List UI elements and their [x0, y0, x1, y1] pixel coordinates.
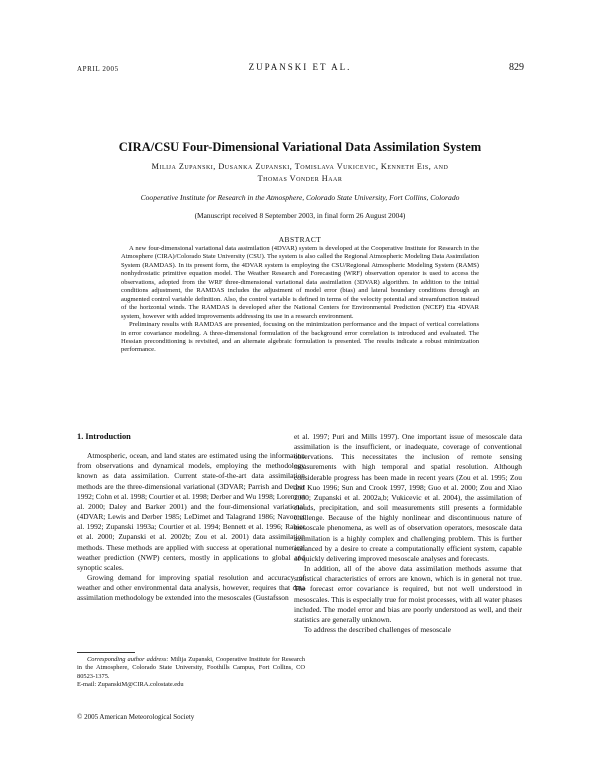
email-line: E-mail: ZupanskiM@CIRA.colostate.edu: [77, 680, 184, 688]
running-header-authors: ZUPANSKI ET AL.: [248, 62, 352, 72]
section-heading: 1. Introduction: [77, 432, 131, 441]
left-column: [77, 432, 305, 604]
body-paragraph: To address the described challenges of mesoscale: [304, 624, 451, 634]
body-paragraph: et al. 1997; Puri and Mills 1997). One important issue of mesoscale data assimilation is the insufficient, or inadequate, coverage of conventional observations. This necessitates the inclusion of remote sensing measurements with high temporal and spatial resolution. Although considerable progress has been made in recent years (Zou et al. 1995; Zou and Kuo 1996; Sun and Crook 1997, 1998; Guo et al. 2000; Zou and Xiao 2000; Zupanski et al. 2002a,b; Vukicevic et al. 2004), the assimilation of clouds, precipitation, and soil measurements still presents a formidable challenge. Because of the highly nonlinear and discontinuous nature of mesoscale phenomena, as well as of observation operators, mesoscale data assimilation is a highly complex and challenging problem. This is further enhanced by a desire to create a computationally efficient system, capable of quickly delivering improved mesoscale analyses and forecasts.: [294, 432, 522, 563]
page-number: 829: [509, 62, 524, 73]
abstract-paragraph-1: A new four-dimensional variational data assimilation (4DVAR) system is developed at the Cooperative Institute for Research in the Atmosphere (CIRA)/Colorado State University (CSU). The system is also called the Regional Atmospheric Modeling Data Assimilation System (RAMDAS). In its present form, the 4DVAR system is employing the CSU/Regional Atmospheric Modeling System (RAMS) nonhydrostatic primitive equation model. The Weather Research and Forecasting (WRF) observation operator is used to access the observations, adopted from the WRF three-dimensional variational data assimilation (3DVAR) algorithm. In addition to the initial conditions adjustment, the RAMDAS includes the adjustment of model error (bias) and lateral boundary conditions through an augmented control variable definition. Also, the control variable is defined in terms of the velocity potential and streamfunction instead of the horizontal winds. The RAMDAS is developed after the National Centers for Environmental Prediction (NCEP) Eta 4DVAR system, however with added improvements addressing its use in a research environment.: [121, 245, 479, 320]
paper-title: CIRA/CSU Four-Dimensional Variational Data Assimilation System: [118, 140, 482, 154]
abstract-paragraph-2: Preliminary results with RAMDAS are presented, focusing on the minimization performance and the impact of vertical correlations in error covariance modeling. A three-dimensional formulation of the background error correlation is introduced and evaluated. The Hessian preconditioning is revisited, and an alternate algebraic formulation is presented. The results indicate a robust minimization performance.: [121, 321, 479, 354]
affiliation: Cooperative Institute for Research in the Atmosphere, Colorado State University, Fort Collins, Colorado: [140, 193, 460, 202]
corresponding-label: Corresponding author address:: [87, 656, 169, 663]
body-paragraph: Growing demand for improving spatial resolution and accuracy of weather and other environmental data analysis, however, requires that data assimilation methodology be extended into the mesoscales (Gustafsson: [77, 573, 305, 603]
manuscript-dates: (Manuscript received 8 September 2003, in final form 26 August 2004): [194, 211, 406, 220]
abstract-heading: ABSTRACT: [278, 235, 322, 244]
body-paragraph: In addition, all of the above data assimilation methods assume that statistical characteristics of errors are known, which is in general not true. The forecast error covariance is required, but not well understood in mesoscales. This is especially true for moist processes, with all water phases included. The model error and bias are poorly understood as well, and their statistics are generally unknown.: [294, 564, 522, 624]
abstract: [121, 245, 479, 355]
corresponding-address: [77, 656, 305, 681]
copyright-notice: © 2005 American Meteorological Society: [77, 713, 195, 721]
author-line-2: Thomas Vonder Haar: [257, 174, 343, 183]
address-text: Milija Zupanski, Cooperative Institute for Research in the Atmosphere, Colorado State University, Foothills Campus, Fort Collins, CO 80523-1375.: [77, 656, 305, 680]
footnote-divider: [77, 652, 135, 653]
author-list: [90, 161, 510, 185]
running-header-date: APRIL 2005: [77, 65, 119, 73]
footnote: [77, 656, 305, 689]
right-column: [294, 432, 522, 635]
author-line-1: Milija Zupanski, Dusanka Zupanski, Tomislava Vukicevic, Kenneth Eis, and: [151, 162, 449, 171]
body-paragraph: Atmospheric, ocean, and land states are estimated using the information from observations and dynamical models, employing the methodology known as data assimilation. Current state-of-the-art data assimilation methods are the three-dimensional variational (3DVAR; Parrish and Derber 1992; Cohn et al. 1998; Courtier et al. 1998; Derber and Wu 1998; Lorenc et al. 2000; Daley and Barker 2001) and the four-dimensional variational (4DVAR; Lewis and Derber 1985; LeDimet and Talagrand 1986; Navon et al. 1992; Zupanski 1993a; Courtier et al. 1994; Bennett et al. 1996; Rabier et al. 2000; Zupanski et al. 2002b; Zou et al. 2001) data assimilation methods. These methods are applied with success at operational numerical weather prediction (NWP) centers, mostly in applications to global and synoptic scales.: [77, 451, 306, 572]
